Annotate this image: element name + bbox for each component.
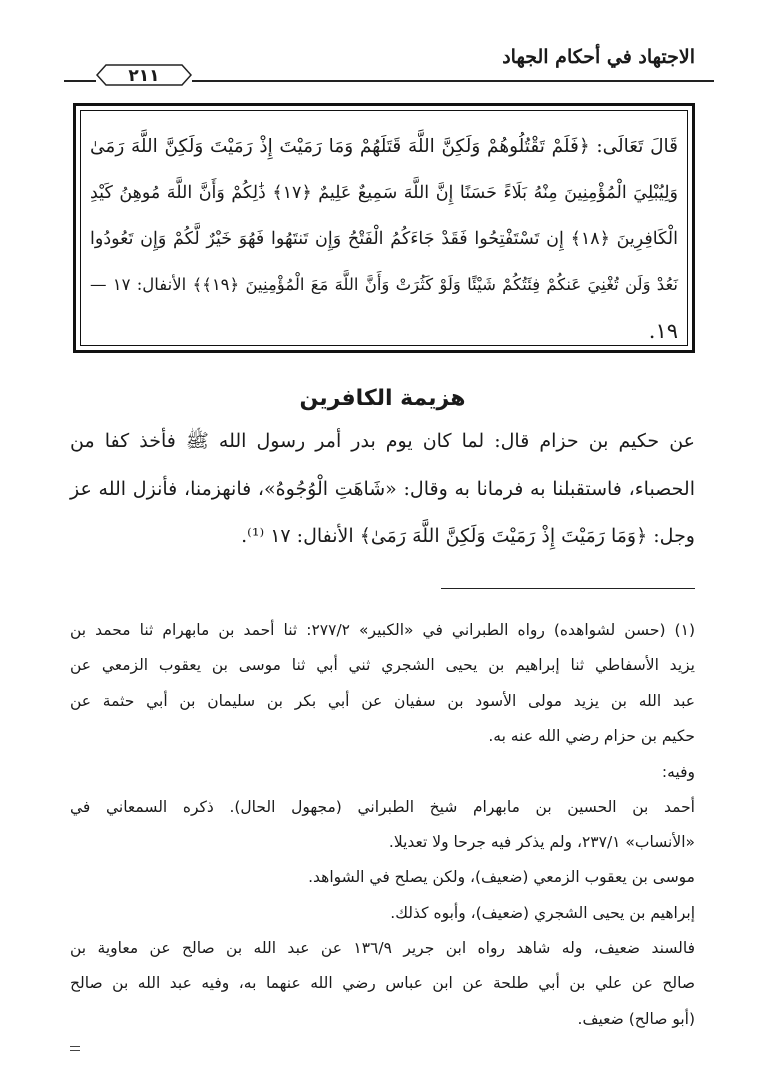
- footnote-line: صالح عن علي بن أبي طلحة عن ابن عباس رضي الله عنهما به، وفيه عبد الله بن صالح: [70, 974, 695, 992]
- footnote-line: (أبو صالح) ضعيف.: [577, 1010, 695, 1028]
- quran-line: نَعُدْ وَلَن تُغْنِيَ عَنكُمْ فِئَتُكُمْ شَيْئًا وَلَوْ كَثُرَتْ وَأَنَّ اللَّهَ مَعَ الْمُؤْمِنِينَ ﴿١٩﴾﴾ الأنفال: ١٧ —: [90, 275, 679, 294]
- quran-verse-box: [73, 103, 695, 353]
- quran-line: وَلِيُبْلِيَ الْمُؤْمِنِينَ مِنْهُ بَلَاءً حَسَنًا إِنَّ اللَّهَ سَمِيعٌ عَلِيمٌ ﴿١٧﴾ ذَٰلِكُمْ وَأَنَّ اللَّهَ مُوهِنُ كَيْدِ: [90, 183, 678, 203]
- running-header-title: الاجتهاد في أحكام الجهاد: [502, 46, 695, 68]
- footnote-line: حكيم بن حزام رضي الله عنه به.: [488, 727, 695, 745]
- footnote-line: أحمد بن الحسين بن مابهرام شيخ الطبراني (مجهول الحال). ذكره السمعاني في: [70, 798, 695, 816]
- footnote-line: عبد الله بن يزيد مولى الأسود بن سفيان عن أبي بكر بن سليمان بن أبي حثمة عن: [70, 692, 695, 710]
- footnote-line: فالسند ضعيف، وله شاهد رواه ابن جرير ١٣٦/٩ عن عبد الله بن صالح عن معاوية بن: [70, 939, 695, 957]
- footnote-line: «الأنساب» ٢٣٧/١، ولم يذكر فيه جرحا ولا تعديلا.: [388, 833, 695, 851]
- page-number: ٢١١: [128, 66, 160, 86]
- footnote-line: إبراهيم بن يحيى الشجري (ضعيف)، وأبوه كذلك.: [390, 904, 695, 922]
- footnote-line: (١) (حسن لشواهده) رواه الطبراني في «الكبير» ٢٧٧/٢: ثنا أحمد بن مابهرام ثنا محمد بن: [70, 621, 695, 639]
- footer-mark: [70, 1046, 80, 1051]
- footnote-line: وفيه:: [661, 763, 695, 781]
- quran-line: قَالَ تَعَالَى: ﴿فَلَمْ تَقْتُلُوهُمْ وَلَكِنَّ اللَّهَ قَتَلَهُمْ وَمَا رَمَيْتَ إِذْ رَمَيْتَ وَلَكِنَّ اللَّهَ رَمَىٰ: [90, 136, 678, 157]
- body-line: عن حكيم بن حزام قال: لما كان يوم بدر أمر رسول الله ﷺ فأخذ كفا من: [70, 430, 695, 452]
- quran-line: ١٩.: [648, 319, 678, 343]
- section-heading: هزيمة الكافرين: [299, 386, 466, 411]
- footnote-separator: [441, 588, 695, 589]
- body-line: الحصباء، فاستقبلنا به فرمانا به وقال: «شَاهَتِ الْوُجُوهُ»، فانهزمنا، فأنزل الله عز: [70, 478, 695, 500]
- quran-line: الْكَافِرِينَ ﴿١٨﴾ إِن تَسْتَفْتِحُوا فَقَدْ جَاءَكُمُ الْفَتْحُ وَإِن تَنتَهُوا فَهُوَ خَيْرٌ لَّكُمْ وَإِن تَعُودُوا: [90, 229, 678, 249]
- footnote-line: يزيد الأسفاطي ثنا إبراهيم بن يحيى الشجري ثني أبي ثنا موسى بن يعقوب الزمعي عن: [70, 656, 695, 674]
- body-line: وجل: ﴿وَمَا رَمَيْتَ إِذْ رَمَيْتَ وَلَكِنَّ اللَّهَ رَمَىٰ﴾ الأنفال: ١٧ ⁽¹⁾.: [241, 525, 695, 547]
- footnote-line: موسى بن يعقوب الزمعي (ضعيف)، ولكن يصلح في الشواهد.: [308, 868, 695, 886]
